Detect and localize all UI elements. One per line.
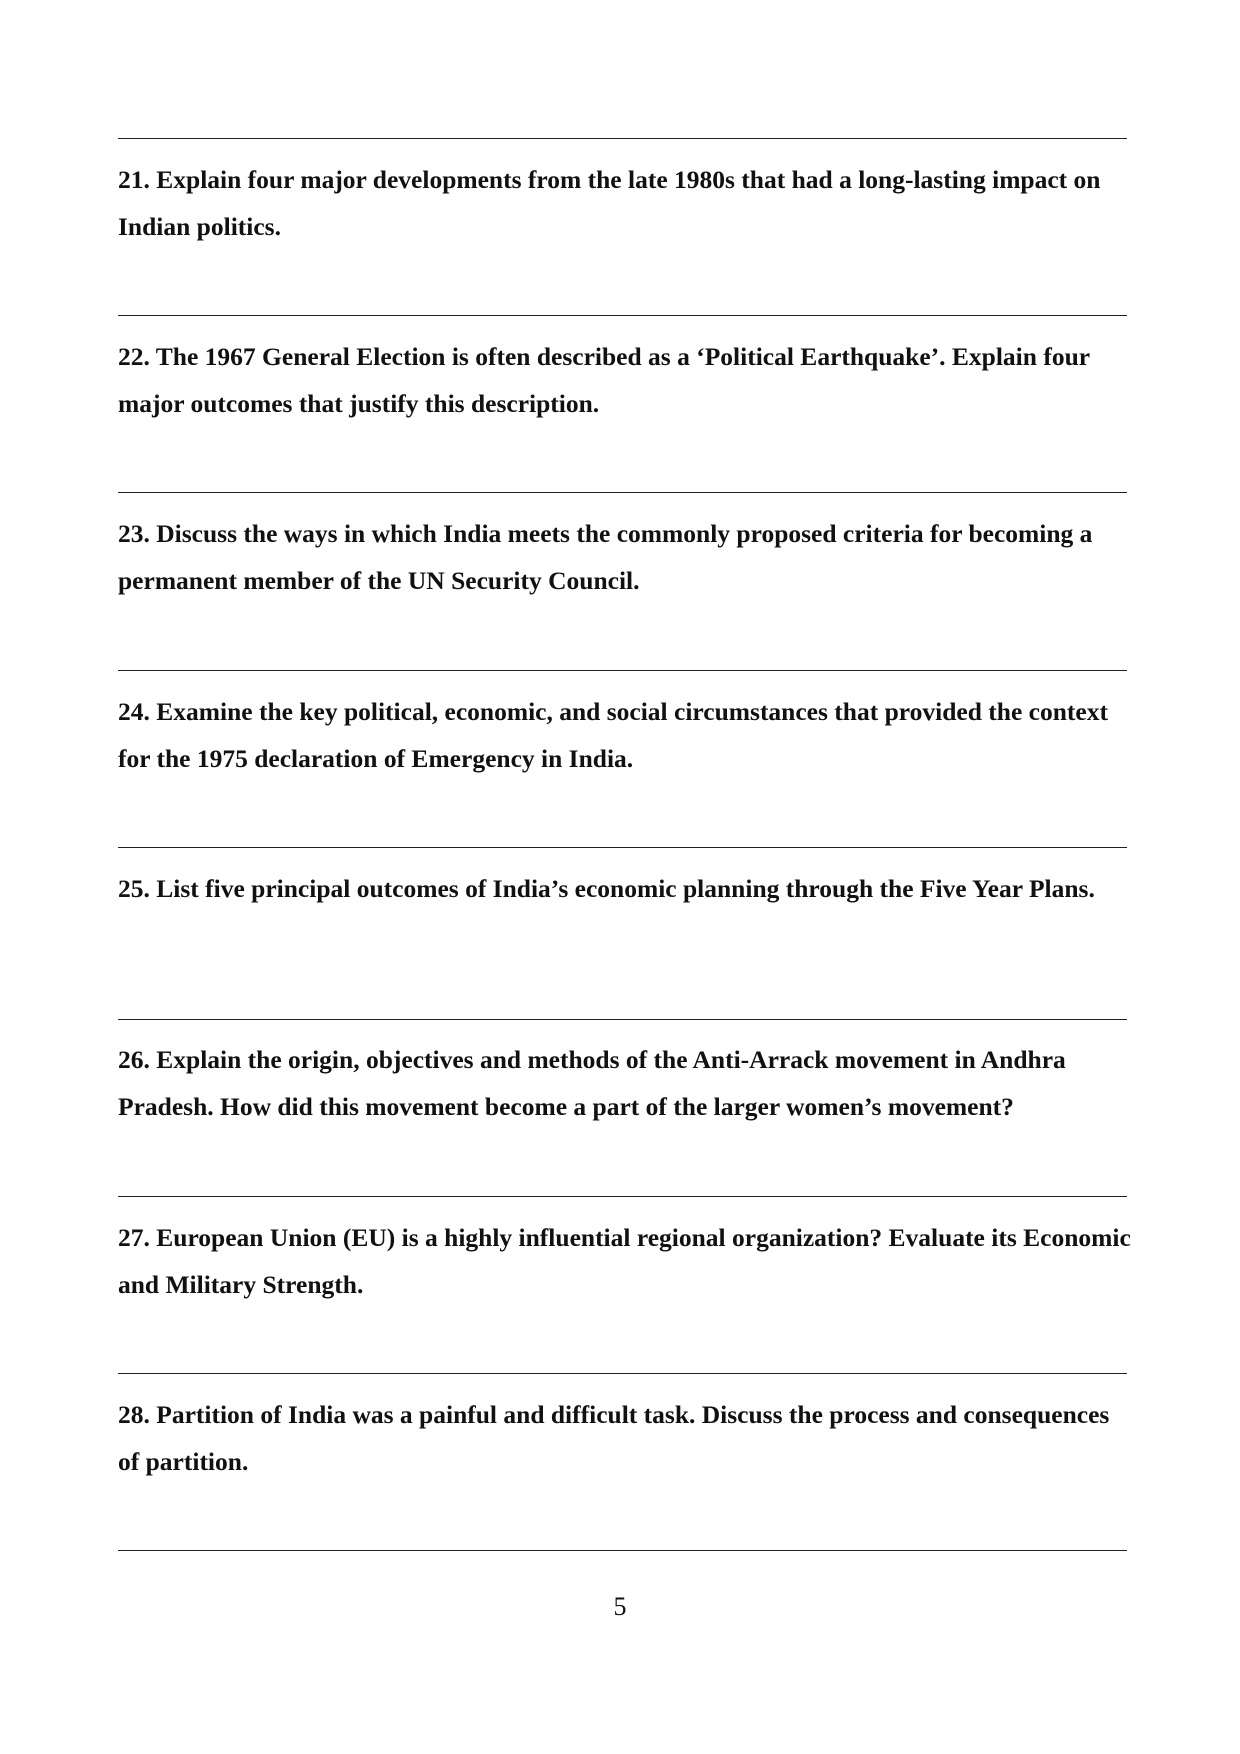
- question-number: 25.: [118, 874, 150, 903]
- divider-line: [118, 1196, 1127, 1197]
- question-25: [118, 865, 1133, 912]
- question-number: 28.: [118, 1400, 150, 1429]
- divider-line: [118, 847, 1127, 848]
- question-number: 23.: [118, 519, 150, 548]
- question-text: Discuss the ways in which India meets the commonly proposed criteria for becoming a permanent member of the UN Security Council.: [118, 519, 1093, 595]
- divider-line: [118, 492, 1127, 493]
- divider-line: [118, 1019, 1127, 1020]
- question-text: European Union (EU) is a highly influential regional organization? Evaluate its Economic and Military Strength.: [118, 1223, 1131, 1299]
- divider-line: [118, 315, 1127, 316]
- question-number: 21.: [118, 165, 150, 194]
- question-text: Explain four major developments from the late 1980s that had a long-lasting impact on Indian politics.: [118, 165, 1101, 241]
- question-22: [118, 333, 1133, 427]
- question-24: [118, 688, 1133, 782]
- question-text: Partition of India was a painful and difficult task. Discuss the process and consequences of partition.: [118, 1400, 1110, 1476]
- question-number: 24.: [118, 697, 150, 726]
- question-text: Examine the key political, economic, and social circumstances that provided the context for the 1975 declaration of Emergency in India.: [118, 697, 1108, 773]
- question-number: 27.: [118, 1223, 150, 1252]
- question-21: [118, 156, 1133, 250]
- question-27: [118, 1214, 1133, 1308]
- divider-line: [118, 1550, 1127, 1551]
- question-number: 22.: [118, 342, 150, 371]
- question-text: List five principal outcomes of India’s economic planning through the Five Year Plans.: [156, 874, 1095, 903]
- divider-line: [118, 1373, 1127, 1374]
- question-28: [118, 1391, 1133, 1485]
- question-number: 26.: [118, 1045, 150, 1074]
- page-number: 5: [613, 1592, 627, 1621]
- question-text: The 1967 General Election is often described as a ‘Political Earthquake’. Explain four major outcomes that justify this description.: [118, 342, 1090, 418]
- question-26: [118, 1036, 1133, 1130]
- divider-line: [118, 670, 1127, 671]
- divider-line: [118, 138, 1127, 139]
- question-text: Explain the origin, objectives and methods of the Anti-Arrack movement in Andhra Pradesh. How did this movement become a part of the larger women’s movement?: [118, 1045, 1066, 1121]
- question-23: [118, 510, 1133, 604]
